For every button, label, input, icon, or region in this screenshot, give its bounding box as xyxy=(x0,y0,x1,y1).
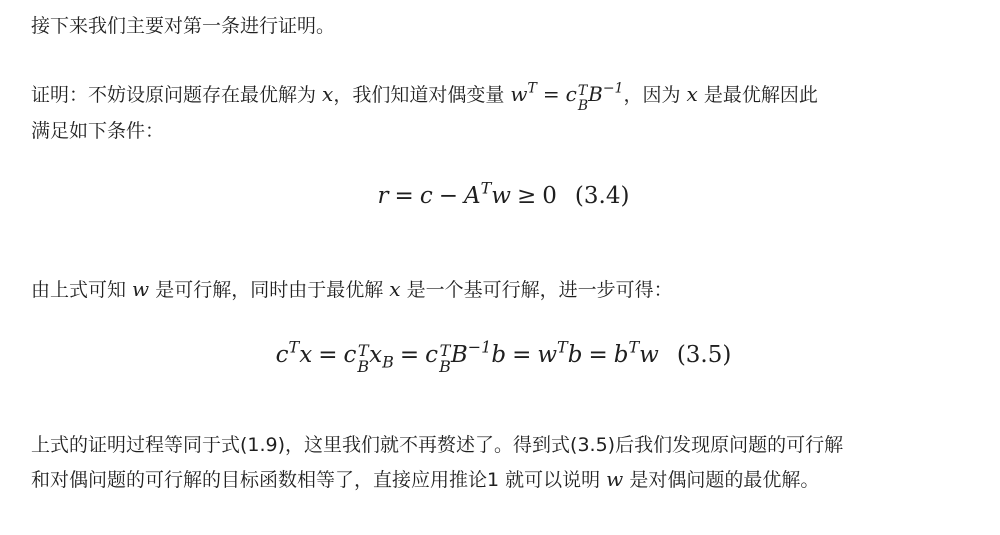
math-sup-T: T xyxy=(357,341,369,361)
math-sup-T: T xyxy=(628,337,640,357)
math-equals: = xyxy=(542,82,560,106)
math-x: x xyxy=(299,342,313,368)
math-c: c xyxy=(565,82,577,106)
math-b: b xyxy=(613,342,629,368)
math-equals: = xyxy=(318,342,338,368)
math-sup-T: T xyxy=(557,337,568,357)
math-B: B xyxy=(588,82,603,106)
math-w: w xyxy=(491,183,511,209)
math-w: w xyxy=(537,342,558,368)
math-sup-inverse: −1 xyxy=(602,80,624,97)
math-c: c xyxy=(275,342,289,368)
equation-tag: (3.4) xyxy=(574,183,630,209)
math-sup-T: T xyxy=(439,341,451,361)
math-w: w xyxy=(639,342,659,368)
math-c: c xyxy=(419,183,433,209)
math-minus: − xyxy=(438,183,458,209)
math-w: w xyxy=(510,82,528,106)
math-x: x xyxy=(686,82,698,106)
math-w: w xyxy=(606,467,624,491)
math-equals: = xyxy=(588,342,608,368)
proof-text-1: 证明：不妨设原问题存在最优解为 xyxy=(31,84,323,106)
mid-text-3: 是一个基可行解，进一步可得： xyxy=(400,279,673,301)
math-x: x xyxy=(322,82,334,106)
math-x: x xyxy=(389,277,401,301)
math-sub-B: B xyxy=(382,352,394,372)
proof-paragraph xyxy=(31,77,976,148)
math-B: B xyxy=(450,342,468,368)
equation-3-4 xyxy=(31,176,976,216)
proof-text-2: ，我们知道对偶变量 xyxy=(333,84,511,106)
math-sup-T: T xyxy=(480,178,492,198)
conclusion-paragraph xyxy=(31,428,976,497)
math-equals: = xyxy=(399,342,420,368)
math-b: b xyxy=(491,342,507,368)
math-w: w xyxy=(132,277,150,301)
equation-tag: (3.5) xyxy=(676,342,732,368)
math-sup-T: T xyxy=(577,82,588,99)
equation-3-5 xyxy=(31,334,976,376)
math-sup-T: T xyxy=(527,80,537,97)
math-supsub xyxy=(357,343,369,375)
math-supsub xyxy=(578,84,588,114)
math-supsub xyxy=(439,343,451,375)
proof-text-3: ，因为 xyxy=(623,84,687,106)
math-x: x xyxy=(369,342,383,368)
middle-paragraph xyxy=(31,272,673,307)
conclusion-line1: 上式的证明过程等同于式(1.9)，这里我们就不再赘述了。得到式(3.5)后我们发现原问题的可行解 xyxy=(31,434,844,456)
intro-paragraph: 接下来我们主要对第一条进行证明。 xyxy=(31,15,336,37)
mid-text-2: 是可行解，同时由于最优解 xyxy=(149,279,390,301)
proof-text-line2: 满足如下条件： xyxy=(31,119,165,142)
conclusion-line2b: 是对偶问题的最优解。 xyxy=(623,469,820,491)
math-sub-B: B xyxy=(439,357,451,377)
math-zero: 0 xyxy=(542,183,557,209)
proof-text-4: 是最优解因此 xyxy=(697,84,818,106)
math-A: A xyxy=(464,183,481,209)
math-sup-inverse: −1 xyxy=(467,337,492,357)
math-sub-B: B xyxy=(357,357,370,377)
math-geq: ≥ xyxy=(516,183,537,209)
conclusion-line2a: 和对偶问题的可行解的目标函数相等了，直接应用推论1 就可以说明 xyxy=(31,469,607,491)
math-sub-B: B xyxy=(577,97,589,114)
math-r: r xyxy=(377,183,389,209)
math-sup-T: T xyxy=(288,337,300,357)
math-b: b xyxy=(567,342,583,368)
math-c: c xyxy=(425,342,439,368)
mid-text-1: 由上式可知 xyxy=(31,279,133,301)
math-c: c xyxy=(343,342,357,368)
math-equals: = xyxy=(512,342,532,368)
math-equals: = xyxy=(394,183,414,209)
